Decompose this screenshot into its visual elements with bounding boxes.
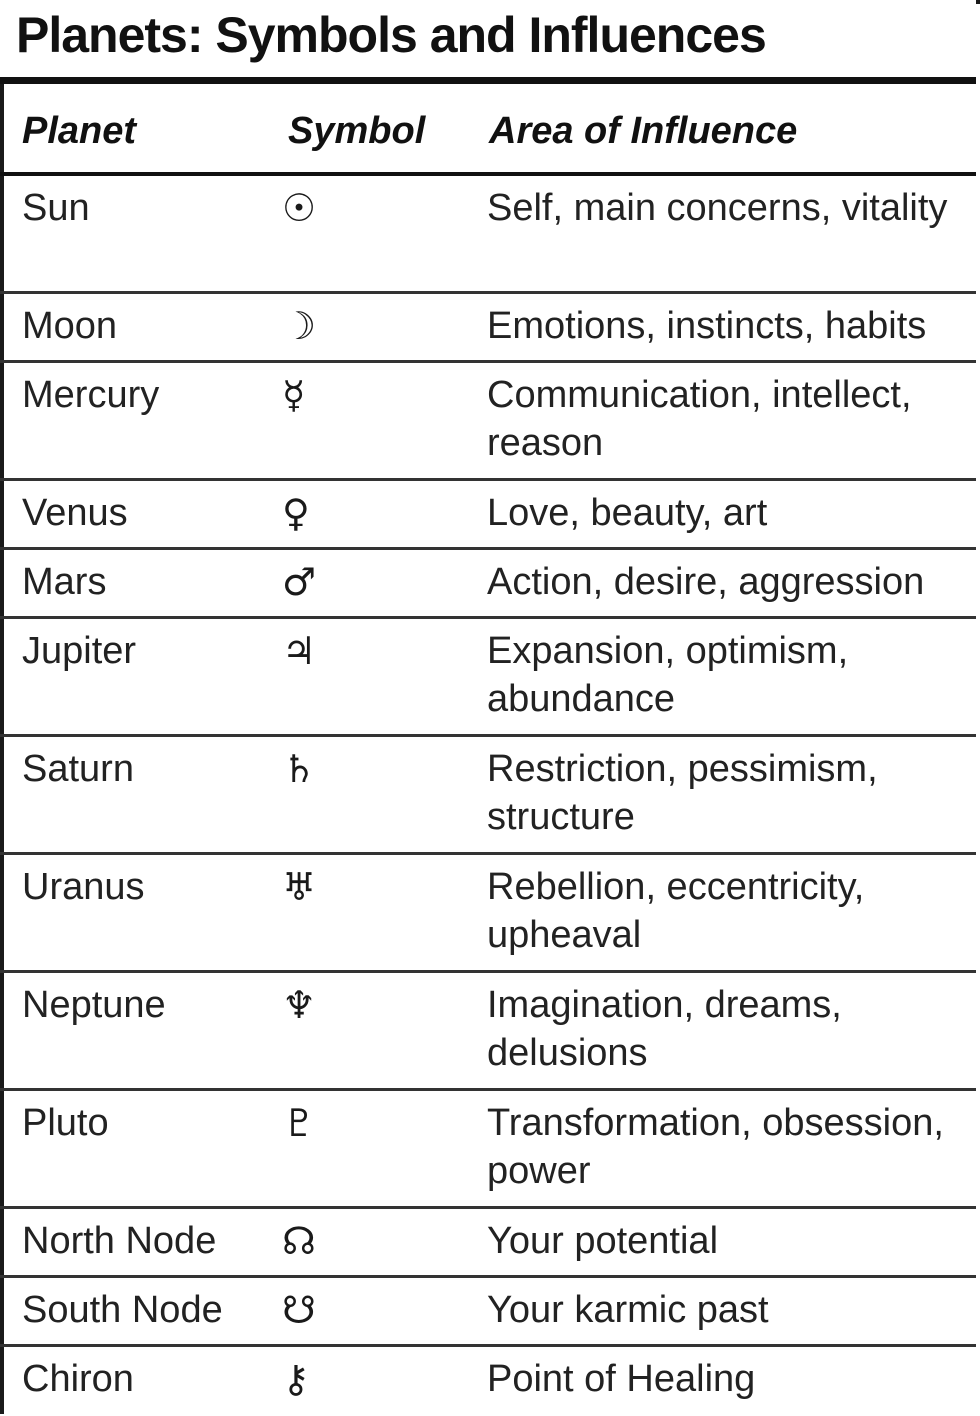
area-of-influence: Transformation, obsession, power [487, 1102, 944, 1192]
area-of-influence: Rebellion, eccentricity, upheaval [487, 866, 865, 956]
table-row [0, 855, 976, 973]
header-area-of-influence: Area of Influence [489, 110, 798, 152]
table-row [0, 294, 976, 363]
table-row [0, 973, 976, 1091]
table-row [0, 737, 976, 855]
planet-name: Chiron [22, 1358, 134, 1400]
pluto-symbol-icon: ♇ [282, 1101, 317, 1145]
area-of-influence: Emotions, instincts, habits [487, 305, 927, 347]
jupiter-symbol-icon: ♃ [282, 629, 317, 673]
table-row [0, 619, 976, 737]
area-of-influence: Action, desire, aggression [487, 561, 925, 603]
table-row [0, 1091, 976, 1209]
planet-name: Mars [22, 561, 107, 603]
table-header-row [0, 84, 976, 176]
north-node-symbol-icon: ☊ [282, 1219, 316, 1263]
sun-symbol-icon: ☉ [282, 186, 317, 230]
area-of-influence: Point of Healing [487, 1358, 756, 1400]
area-of-influence: Imagination, dreams, delusions [487, 984, 842, 1074]
table-row [0, 1347, 976, 1416]
saturn-symbol-icon: ♄ [282, 747, 317, 791]
area-of-influence: Expansion, optimism, abundance [487, 630, 849, 720]
table-row [0, 363, 976, 481]
title-bar [0, 0, 976, 84]
mercury-symbol-icon: ☿ [282, 373, 306, 417]
area-of-influence: Communication, intellect, reason [487, 374, 912, 464]
planet-name: Neptune [22, 984, 166, 1026]
south-node-symbol-icon: ☋ [282, 1288, 316, 1332]
header-symbol: Symbol [288, 110, 426, 152]
planet-name: Moon [22, 305, 118, 347]
chiron-symbol-icon: ⚷ [282, 1357, 310, 1401]
venus-symbol-icon: ♀ [282, 491, 310, 535]
page-title: Planets: Symbols and Influences [16, 7, 766, 63]
area-of-influence: Restriction, pessimism, structure [487, 748, 878, 838]
table-row [0, 481, 976, 550]
planet-name: Saturn [22, 748, 134, 790]
planet-name: Jupiter [22, 630, 137, 672]
area-of-influence: Your karmic past [487, 1289, 769, 1331]
table-row [0, 176, 976, 294]
uranus-symbol-icon: ♅ [282, 865, 317, 909]
header-planet: Planet [22, 110, 137, 152]
planet-name: Uranus [22, 866, 145, 908]
planet-name: North Node [22, 1220, 217, 1262]
area-of-influence: Self, main concerns, vitality [487, 187, 948, 229]
planet-name: South Node [22, 1289, 223, 1331]
table-row [0, 1278, 976, 1347]
moon-symbol-icon: ☽ [282, 304, 317, 348]
table-row [0, 550, 976, 619]
planet-name: Venus [22, 492, 128, 534]
planet-name: Sun [22, 187, 90, 229]
planet-name: Pluto [22, 1102, 109, 1144]
mars-symbol-icon: ♂ [282, 560, 317, 604]
area-of-influence: Love, beauty, art [487, 492, 768, 534]
planet-name: Mercury [22, 374, 160, 416]
table-body [0, 176, 976, 1416]
area-of-influence: Your potential [487, 1220, 719, 1262]
neptune-symbol-icon: ♆ [282, 983, 317, 1027]
table-row [0, 1209, 976, 1278]
